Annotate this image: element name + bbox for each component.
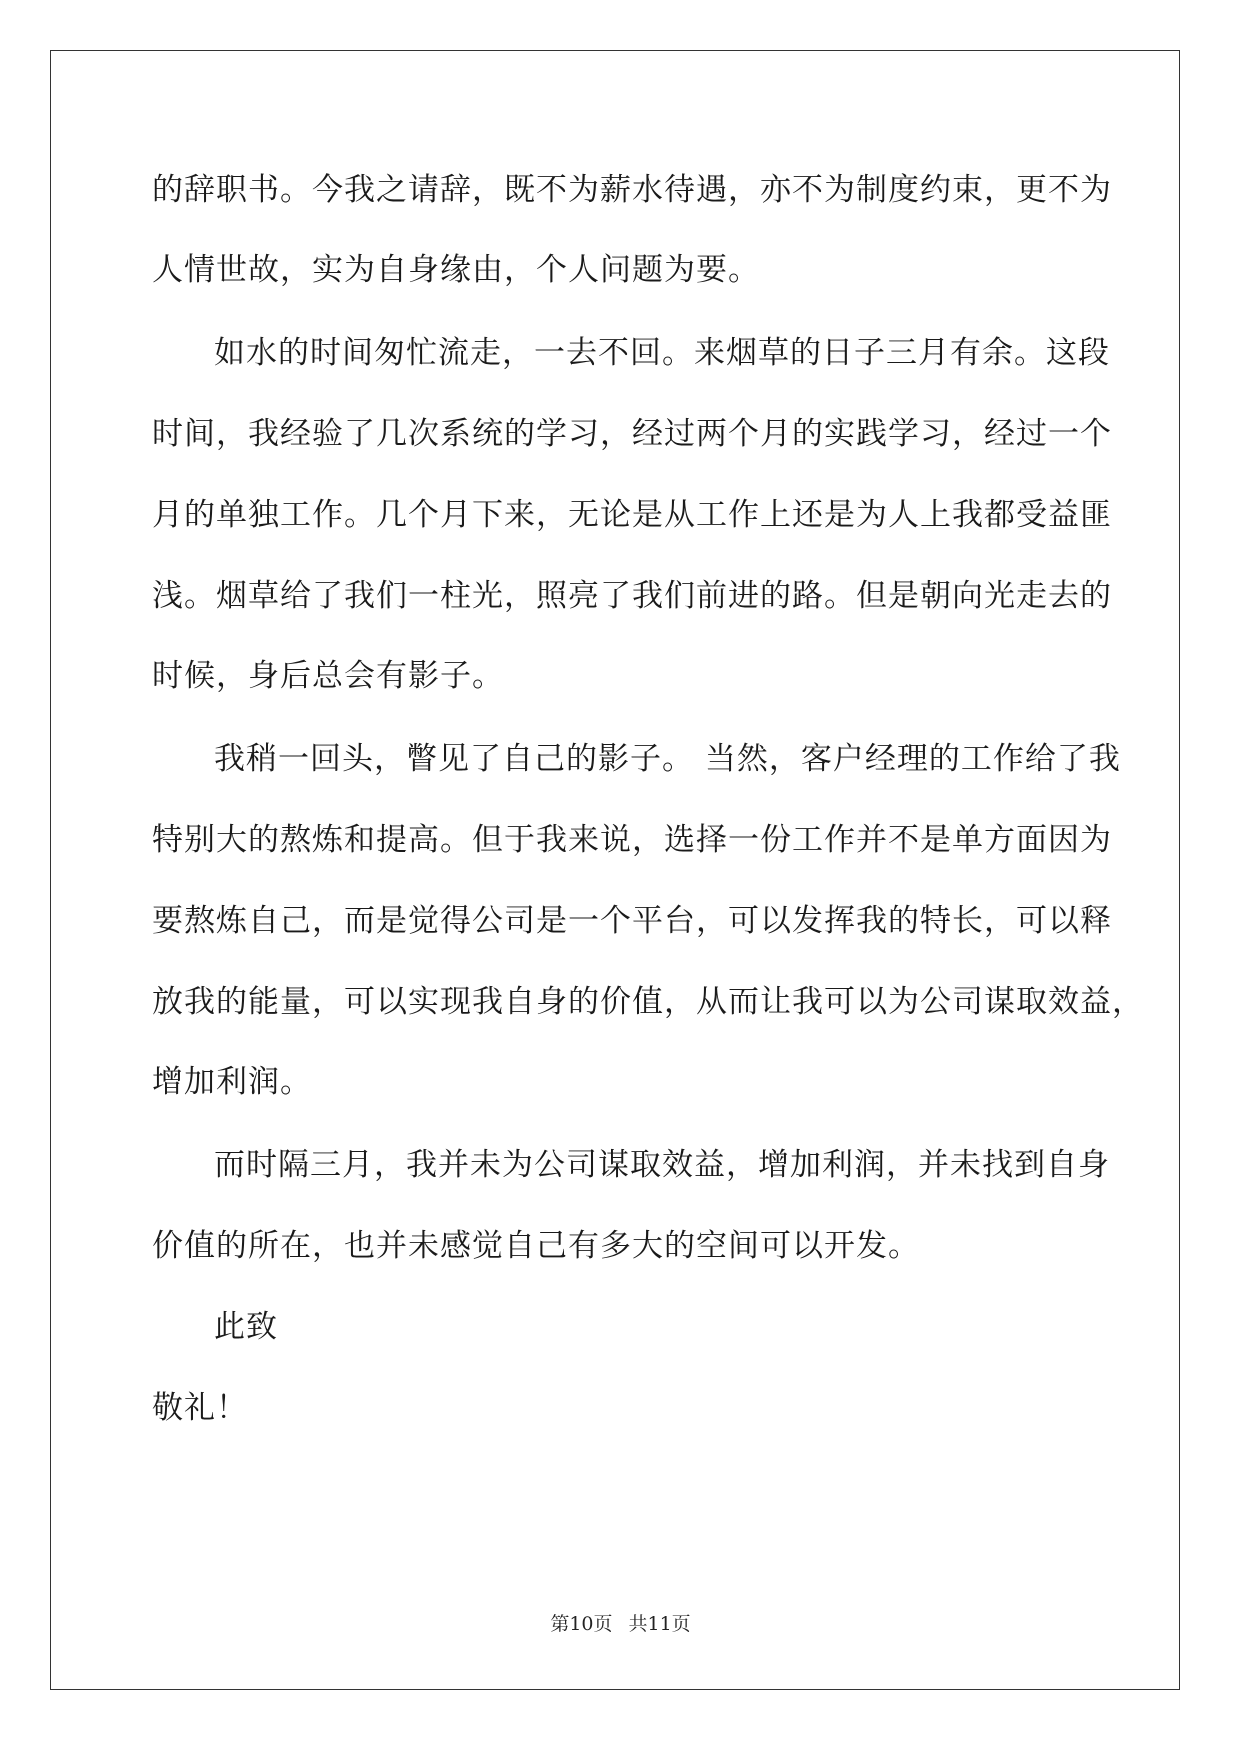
paragraph-start: 我稍一回头，瞥见了自己的影子。 当然，客户经理的工作给了我 — [214, 741, 1121, 777]
page-number: 第10页 — [550, 1613, 613, 1635]
body-line: 时间，我经验了几次系统的学习，经过两个月的实践学习，经过一个 — [152, 416, 1112, 452]
body-line: 要熬炼自己，而是觉得公司是一个平台，可以发挥我的特长，可以释 — [152, 903, 1112, 939]
body-line: 浅。烟草给了我们一柱光，照亮了我们前进的路。但是朝向光走去的 — [152, 578, 1112, 614]
page-total: 共11页 — [628, 1613, 691, 1635]
body-line: 的辞职书。今我之请辞，既不为薪水待遇，亦不为制度约束，更不为 — [152, 172, 1112, 208]
body-line: 价值的所在，也并未感觉自己有多大的空间可以开发。 — [152, 1228, 920, 1264]
page-border — [50, 50, 1180, 1690]
paragraph-start: 而时隔三月，我并未为公司谋取效益，增加利润，并未找到自身 — [214, 1147, 1110, 1183]
body-line: 时候，身后总会有影子。 — [152, 658, 504, 694]
body-line: 增加利润。 — [152, 1064, 312, 1100]
page-footer — [0, 1612, 1241, 1636]
closing-salutation: 此致 — [214, 1309, 278, 1345]
body-line: 月的单独工作。几个月下来，无论是从工作上还是为人上我都受益匪 — [152, 497, 1112, 533]
body-line: 放我的能量，可以实现我自身的价值，从而让我可以为公司谋取效益， — [152, 984, 1144, 1020]
body-line: 特别大的熬炼和提高。但于我来说，选择一份工作并不是单方面因为 — [152, 822, 1112, 858]
paragraph-start: 如水的时间匆忙流走，一去不回。来烟草的日子三月有余。这段 — [214, 335, 1110, 371]
body-line: 人情世故，实为自身缘由，个人问题为要。 — [152, 252, 760, 288]
closing-regards: 敬礼！ — [152, 1390, 248, 1426]
